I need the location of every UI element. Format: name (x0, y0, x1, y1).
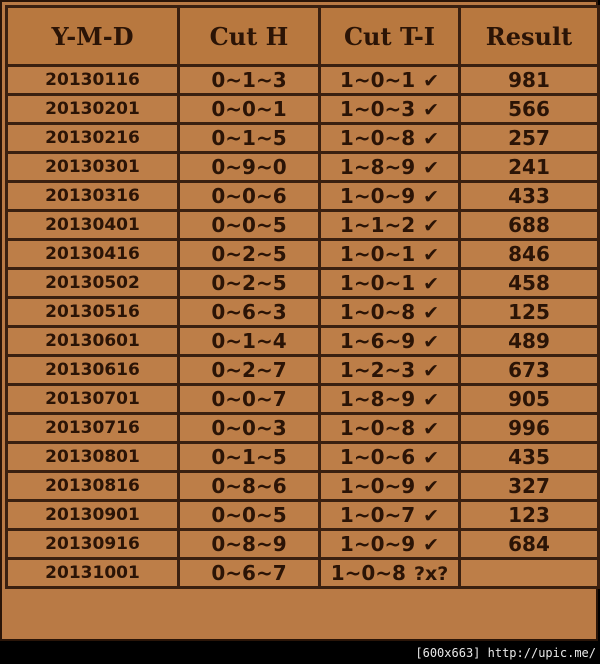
check-mark-icon: ✔ (423, 360, 440, 382)
cut-ti-cell (320, 356, 460, 385)
result-cell: 458 (460, 269, 599, 298)
cut-ti-cell (320, 443, 460, 472)
date-cell: 20130616 (7, 356, 179, 385)
table-body (7, 66, 599, 588)
cut-h-cell: 0~8~9 (179, 530, 320, 559)
cut-ti-value: 1~2~3 (339, 358, 416, 382)
cut-ti-value: 1~0~8 (339, 300, 416, 324)
cut-h-cell: 0~1~5 (179, 443, 320, 472)
table-row (7, 153, 599, 182)
table-row (7, 298, 599, 327)
check-mark-icon: ✔ (423, 505, 440, 527)
cut-ti-cell (320, 240, 460, 269)
cut-ti-value: 1~0~7 (339, 503, 416, 527)
cut-ti-cell (320, 95, 460, 124)
cut-h-cell: 0~8~6 (179, 472, 320, 501)
cut-h-cell: 0~2~7 (179, 356, 320, 385)
date-cell: 20130801 (7, 443, 179, 472)
cut-h-cell: 0~6~7 (179, 559, 320, 588)
cut-h-cell: 0~0~7 (179, 385, 320, 414)
date-cell: 20130301 (7, 153, 179, 182)
date-cell: 20130401 (7, 211, 179, 240)
column-header-date: Y-M-D (7, 7, 179, 66)
result-cell: 435 (460, 443, 599, 472)
table-row (7, 443, 599, 472)
table-row (7, 182, 599, 211)
result-cell: 433 (460, 182, 599, 211)
date-cell: 20130716 (7, 414, 179, 443)
table-row (7, 124, 599, 153)
date-cell: 20130316 (7, 182, 179, 211)
cut-ti-cell (320, 211, 460, 240)
cut-ti-value: 1~8~9 (339, 387, 416, 411)
cut-ti-value: 1~0~1 (339, 242, 416, 266)
date-cell: 20130701 (7, 385, 179, 414)
date-cell: 20130916 (7, 530, 179, 559)
check-mark-icon: ✔ (423, 476, 440, 498)
date-cell: 20130416 (7, 240, 179, 269)
cut-ti-value: 1~0~8 (330, 561, 406, 585)
date-cell: 20130216 (7, 124, 179, 153)
result-cell: 566 (460, 95, 599, 124)
table-row (7, 414, 599, 443)
cut-ti-value: 1~0~8 (339, 126, 416, 150)
cut-h-cell: 0~2~5 (179, 269, 320, 298)
check-mark-icon: ✔ (423, 128, 440, 150)
table-row (7, 530, 599, 559)
table-row (7, 327, 599, 356)
result-cell: 673 (460, 356, 599, 385)
check-mark-icon: ✔ (423, 244, 440, 266)
cut-ti-cell (320, 385, 460, 414)
cut-h-cell: 0~0~5 (179, 501, 320, 530)
cut-ti-cell (320, 269, 460, 298)
table-row (7, 66, 599, 95)
result-cell: 981 (460, 66, 599, 95)
result-cell: 996 (460, 414, 599, 443)
result-cell: 123 (460, 501, 599, 530)
cut-ti-cell (320, 501, 460, 530)
result-cell: 905 (460, 385, 599, 414)
result-cell: 241 (460, 153, 599, 182)
table-row (7, 472, 599, 501)
check-mark-icon: ✔ (423, 389, 440, 411)
check-mark-icon: ✔ (423, 273, 440, 295)
cut-ti-cell (320, 327, 460, 356)
date-cell: 20130516 (7, 298, 179, 327)
cut-ti-value: 1~0~1 (339, 271, 416, 295)
cut-h-cell: 0~0~1 (179, 95, 320, 124)
cut-ti-cell (320, 182, 460, 211)
cut-h-cell: 0~2~5 (179, 240, 320, 269)
check-mark-icon: ✔ (423, 418, 440, 440)
cut-ti-value: 1~0~9 (339, 532, 416, 556)
image-host-watermark: [600x663] http://upic.me/ (415, 646, 596, 660)
date-cell: 20130601 (7, 327, 179, 356)
cut-ti-value: 1~8~9 (339, 155, 416, 179)
date-cell: 20130901 (7, 501, 179, 530)
date-cell: 20130502 (7, 269, 179, 298)
cut-ti-cell (320, 124, 460, 153)
check-mark-icon: ✔ (423, 186, 440, 208)
cut-h-cell: 0~1~4 (179, 327, 320, 356)
cut-ti-value: 1~0~6 (339, 445, 416, 469)
date-cell: 20131001 (7, 559, 179, 588)
check-mark-icon: ✔ (423, 302, 440, 324)
cut-ti-cell (320, 66, 460, 95)
cut-ti-cell (320, 298, 460, 327)
result-cell: 684 (460, 530, 599, 559)
result-cell: 489 (460, 327, 599, 356)
cut-h-cell: 0~0~3 (179, 414, 320, 443)
date-cell: 20130816 (7, 472, 179, 501)
table-row (7, 501, 599, 530)
result-cell: 846 (460, 240, 599, 269)
results-table (5, 5, 600, 589)
cut-ti-value: 1~0~8 (339, 416, 416, 440)
unknown-mark: ?x? (413, 563, 449, 585)
check-mark-icon: ✔ (423, 157, 440, 179)
cut-h-cell: 0~6~3 (179, 298, 320, 327)
table-row (7, 269, 599, 298)
column-header-cut-ti: Cut T-I (320, 7, 460, 66)
check-mark-icon: ✔ (423, 99, 440, 121)
cut-ti-value: 1~6~9 (339, 329, 416, 353)
table-row (7, 356, 599, 385)
result-cell (460, 559, 599, 588)
check-mark-icon: ✔ (423, 331, 440, 353)
column-header-result: Result (460, 7, 599, 66)
table-row (7, 385, 599, 414)
table-row (7, 559, 599, 588)
check-mark-icon: ✔ (423, 70, 440, 92)
cut-ti-value: 1~0~9 (339, 474, 416, 498)
cut-ti-cell (320, 472, 460, 501)
cut-ti-value: 1~1~2 (339, 213, 416, 237)
date-cell: 20130201 (7, 95, 179, 124)
cut-h-cell: 0~0~6 (179, 182, 320, 211)
result-cell: 257 (460, 124, 599, 153)
cut-ti-value: 1~0~1 (339, 68, 416, 92)
cut-ti-cell (320, 530, 460, 559)
check-mark-icon: ✔ (423, 534, 440, 556)
result-cell: 688 (460, 211, 599, 240)
cut-ti-cell (320, 559, 460, 588)
check-mark-icon: ✔ (423, 447, 440, 469)
cut-h-cell: 0~0~5 (179, 211, 320, 240)
cut-ti-cell (320, 414, 460, 443)
result-cell: 327 (460, 472, 599, 501)
cut-h-cell: 0~9~0 (179, 153, 320, 182)
table-row (7, 240, 599, 269)
table-row (7, 211, 599, 240)
cut-h-cell: 0~1~3 (179, 66, 320, 95)
cut-h-cell: 0~1~5 (179, 124, 320, 153)
column-header-cut-h: Cut H (179, 7, 320, 66)
date-cell: 20130116 (7, 66, 179, 95)
cut-ti-cell (320, 153, 460, 182)
cut-ti-value: 1~0~3 (339, 97, 416, 121)
header-row (7, 7, 599, 66)
check-mark-icon: ✔ (423, 215, 440, 237)
result-cell: 125 (460, 298, 599, 327)
table-row (7, 95, 599, 124)
cut-ti-value: 1~0~9 (339, 184, 416, 208)
